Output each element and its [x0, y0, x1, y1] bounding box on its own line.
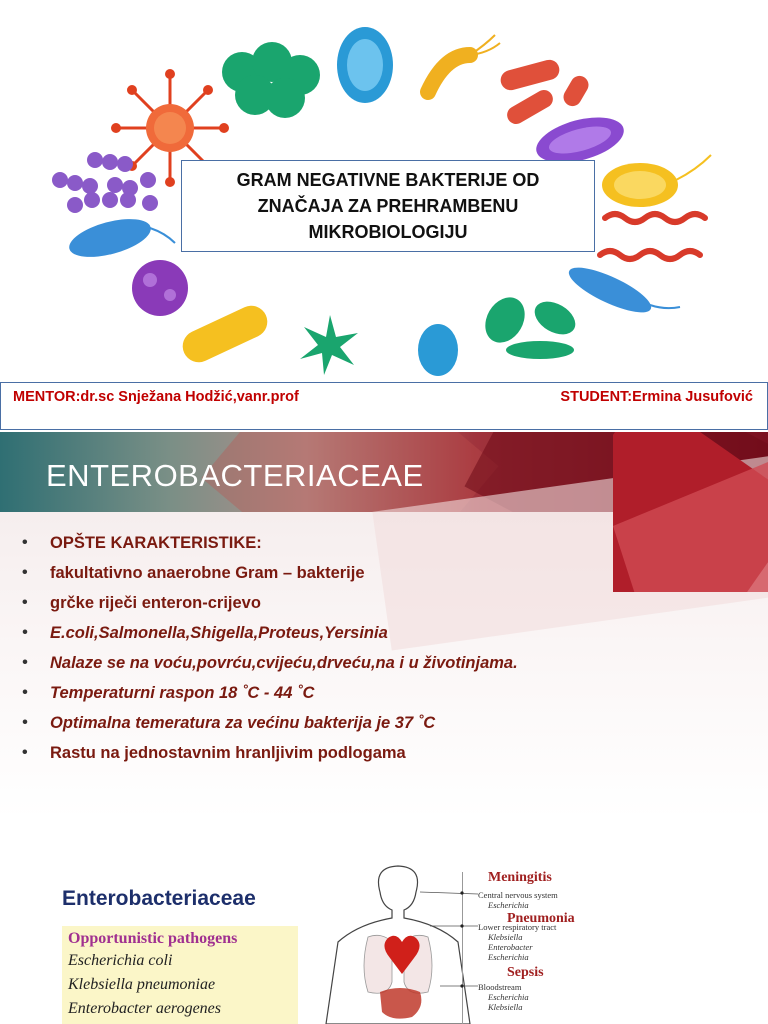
- pathogen-item: Escherichia coli: [68, 952, 173, 969]
- disease-organism: Klebsiella: [488, 1002, 523, 1012]
- bacteria-icon: [418, 324, 458, 376]
- bacteria-icon: [337, 27, 393, 103]
- diagram-title: Enterobacteriaceae: [62, 887, 256, 910]
- bacteria-icon: [177, 300, 272, 367]
- presentation-title-box: [181, 160, 595, 252]
- title-slide: [0, 0, 768, 432]
- list-item: • Optimalna temeratura za većinu bakterija je 37 ˚C: [22, 708, 518, 738]
- pathogens-box: [62, 926, 298, 1024]
- spiral-bacteria-icon: [600, 214, 705, 259]
- list-item: • grčke riječi enteron-crijevo: [22, 588, 518, 618]
- disease-organism: Klebsiella: [488, 932, 523, 942]
- cocci-chain-icon: [52, 152, 158, 213]
- mentor-label: MENTOR:dr.sc Snježana Hodžić,vanr.prof: [13, 389, 299, 405]
- bacteria-icon: [300, 315, 358, 375]
- bullet-list: [22, 528, 518, 768]
- pointer-lines: [420, 862, 490, 1024]
- bacteria-icon: [602, 155, 711, 207]
- list-item: • Temperaturni raspon 18 ˚C - 44 ˚C: [22, 678, 518, 708]
- pathogens-heading: Opportunistic pathogens: [68, 930, 238, 947]
- disease-label: Meningitis: [488, 870, 552, 885]
- list-item: • Nalaze se na voću,povrću,cvijeću,drveću,na i u životinjama.: [22, 648, 518, 678]
- disease-organism: Escherichia: [488, 900, 529, 910]
- list-item: • E.coli,Salmonella,Shigella,Proteus,Yersinia: [22, 618, 518, 648]
- credits-bar: [0, 382, 768, 430]
- disease-site: Central nervous system: [478, 890, 558, 900]
- disease-organism: Escherichia: [488, 952, 529, 962]
- flagellated-bacillus-icon: [564, 259, 680, 321]
- list-item: • Rastu na jednostavnim hranljivim podlogama: [22, 738, 518, 768]
- flagellated-bacillus-icon: [428, 35, 500, 92]
- list-item: • OPŠTE KARAKTERISTIKE:: [22, 528, 518, 558]
- presentation-title: GRAM NEGATIVNE BAKTERIJE OD ZNAČAJA ZA PREHRAMBENU MIKROBIOLOGIJU: [236, 170, 540, 242]
- list-item: • fakultativno anaerobne Gram – bakterije: [22, 558, 518, 588]
- disease-site: Bloodstream: [478, 982, 522, 992]
- corner-decoration: [613, 432, 768, 592]
- disease-label: Pneumonia: [507, 911, 575, 926]
- disease-organism: Enterobacter: [488, 942, 533, 952]
- pathogen-item: Klebsiella pneumoniae: [68, 976, 216, 993]
- enterobacteriaceae-diagram: [0, 862, 612, 1024]
- rod-bacteria-icon: [498, 58, 591, 128]
- virus-icon: [132, 260, 188, 316]
- flagellated-bacillus-icon: [65, 212, 175, 265]
- student-label: STUDENT:Ermina Jusufović: [560, 389, 753, 405]
- bacteria-icon: [477, 290, 581, 359]
- disease-site: Lower respiratory tract: [478, 922, 557, 932]
- slide-heading: ENTEROBACTERIACEAE: [46, 458, 424, 493]
- disease-organism: Escherichia: [488, 992, 529, 1002]
- cocci-cluster-icon: [222, 42, 320, 118]
- disease-label: Sepsis: [507, 965, 544, 980]
- pathogen-item: Enterobacter aerogenes: [68, 1000, 221, 1017]
